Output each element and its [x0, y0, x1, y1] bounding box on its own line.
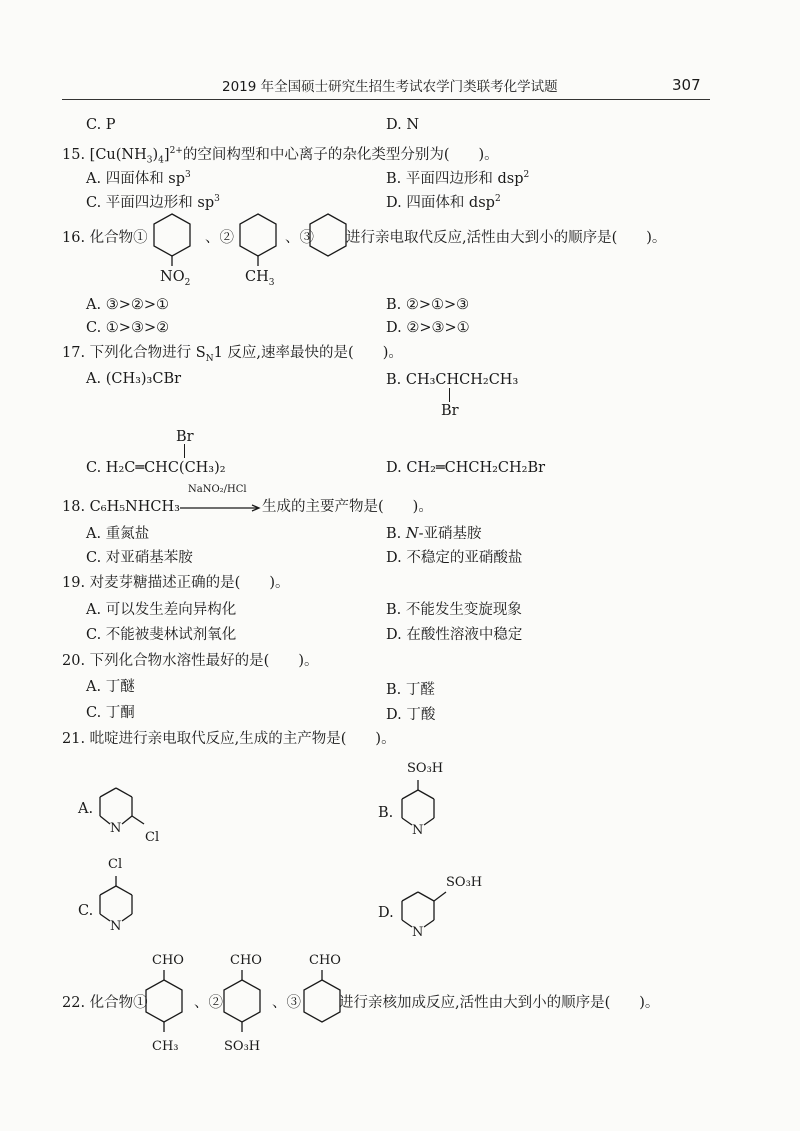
q16-option-b: B. ②>①>③ — [386, 297, 470, 313]
q17-option-b: B. CH₃CHCH₂CH₃ — [386, 372, 519, 388]
q16-stem: 进行亲电取代反应,活性由大到小的顺序是( )。 — [346, 230, 667, 246]
q19-option-b: B. 不能发生变旋现象 — [386, 602, 522, 618]
q21-a-chloro: Cl — [145, 830, 160, 845]
q22-1-aldehyde: CHO — [152, 953, 184, 968]
q17-option-d: D. CH₂═CHCH₂CH₂Br — [386, 460, 546, 476]
q14-option-d: D. N — [386, 117, 420, 133]
q17-stem: 17. 下列化合物进行 $S_N1$ 反应,速率最快的是( )。 — [62, 345, 403, 364]
q21-stem: 21. 吡啶进行亲电取代反应,生成的主产物是( )。 — [62, 731, 396, 747]
q21-option-b-label: B. — [378, 805, 394, 821]
q17-option-c: C. H₂C═CHC(CH₃)₂ — [86, 460, 226, 476]
q21-option-d-label: D. — [378, 905, 394, 921]
q16-methyl-label: $CH_3$ — [245, 269, 275, 288]
page-number: 307 — [672, 76, 701, 94]
q22-separator-3: 、③ — [272, 995, 301, 1011]
q22-2-aldehyde: CHO — [230, 953, 262, 968]
q20-option-c: C. 丁酮 — [86, 705, 135, 721]
q22-prefix: 22. 化合物① — [62, 995, 148, 1011]
q20-stem: 20. 下列化合物水溶性最好的是( )。 — [62, 653, 319, 669]
q21-d-sulfonic: SO₃H — [446, 875, 483, 890]
q21-option-c-label: C. — [78, 903, 94, 919]
q20-option-b: B. 丁醛 — [386, 682, 435, 698]
q16-option-d: D. ②>③>① — [386, 320, 470, 336]
q21-c-nitrogen: N — [110, 919, 122, 934]
q22-compound-3-structure — [300, 970, 344, 1030]
q17-c-bromo: Br — [176, 429, 194, 445]
q18-stem: 生成的主要产物是( )。 — [262, 499, 433, 515]
q15-stem: 15. $[Cu(NH_3)_4]^{2+}$的空间构型和中心离子的杂化类型分别为( )。 — [62, 146, 499, 166]
q18-option-d: D. 不稳定的亚硝酸盐 — [386, 550, 523, 566]
q17-b-bromo: Br — [441, 403, 459, 419]
q21-b-sulfonic: SO₃H — [407, 761, 444, 776]
q18-option-a: A. 重氮盐 — [86, 526, 150, 542]
q14-option-c: C. P — [86, 117, 116, 133]
q16-option-c: C. ①>③>② — [86, 320, 170, 336]
q21-d-nitrogen: N — [412, 925, 424, 940]
running-header: 2019 年全国硕士研究生招生考试农学门类联考化学试题 — [222, 79, 558, 95]
q16-option-a: A. ③>②>① — [86, 297, 169, 313]
q16-benzene-structure — [306, 212, 350, 262]
q15-option-d: D. 四面体和 dsp$^2$ — [386, 194, 501, 211]
q22-compound-1-structure — [142, 970, 186, 1040]
q22-separator-2: 、② — [194, 995, 223, 1011]
q20-option-a: A. 丁醚 — [86, 679, 135, 695]
q15-option-c: C. 平面四边形和 $sp^3$ — [86, 194, 220, 211]
q19-stem: 19. 对麦芽糖描述正确的是( )。 — [62, 575, 290, 591]
q22-stem: 进行亲核加成反应,活性由大到小的顺序是( )。 — [339, 995, 660, 1011]
q18-option-c: C. 对亚硝基苯胺 — [86, 550, 193, 566]
q15-option-b: B. 平面四边形和 dsp$^2$ — [386, 170, 530, 187]
q16-toluene-structure — [236, 212, 280, 264]
q16-separator-3: 、③ — [285, 230, 314, 246]
q22-2-sulfonic: SO₃H — [224, 1039, 261, 1054]
q17-c-bond — [184, 444, 185, 458]
q19-option-a: A. 可以发生差向异构化 — [86, 602, 237, 618]
q16-prefix: 16. 化合物① — [62, 230, 148, 246]
q19-option-d: D. 在酸性溶液中稳定 — [386, 627, 523, 643]
q21-option-a-label: A. — [78, 801, 94, 817]
q16-separator-2: 、② — [205, 230, 234, 246]
q22-compound-2-structure — [220, 970, 264, 1040]
q22-3-aldehyde: CHO — [309, 953, 341, 968]
q21-c-chloro: Cl — [108, 857, 123, 872]
q18-option-b: B. N-亚硝基胺 — [386, 526, 482, 542]
header-rule — [62, 99, 710, 100]
q21-a-nitrogen: N — [110, 821, 122, 836]
q17-option-a: A. (CH₃)₃CBr — [86, 371, 182, 387]
q22-1-methyl: CH₃ — [152, 1039, 179, 1054]
q21-b-nitrogen: N — [412, 823, 424, 838]
q19-option-c: C. 不能被斐林试剂氧化 — [86, 627, 237, 643]
q17-b-bond — [449, 388, 450, 402]
q15-option-a: A. 四面体和 $sp^3$ — [86, 170, 191, 187]
q16-nitrobenzene-structure — [150, 212, 194, 264]
q18-reagent: NaNO₂/HCl — [188, 484, 247, 495]
q18-reaction-arrow — [180, 504, 262, 512]
q18-reactant: 18. C₆H₅NHCH₃ — [62, 499, 180, 515]
q16-nitro-label: $NO_2$ — [160, 269, 191, 288]
q20-option-d: D. 丁酸 — [386, 707, 436, 723]
